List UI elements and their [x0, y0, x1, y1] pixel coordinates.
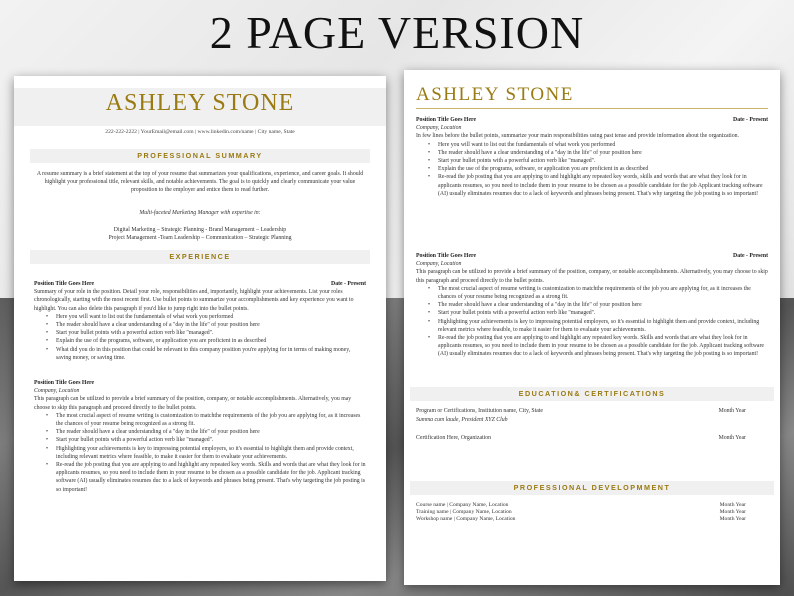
- professional-development-heading: PROFESSIONAL DEVELOPMMENT: [410, 481, 774, 495]
- resume-name: ASHLEY STONE: [416, 84, 574, 105]
- bullet-item: • Re-read the job posting that you are applying to and highlight any repeated key words. Skills and words that are what they look for in applicants resumes, so you need to include them in your resume to be chosen as a possible candidate for the job. Applicant tracking software (AI) usually eliminates resumes duc to a lack of keywords and phrases being present. That's why targeting the job posting is so important!: [34, 461, 366, 494]
- job-header: [34, 379, 366, 387]
- name-divider: [416, 108, 768, 109]
- resume-page-1: [14, 76, 386, 581]
- bullet-item: • Highlighting your achievements is key to impressing potential employers, so it's essential to highlight them and provide context, including relevant metrics where feasible, to make it easier for them to evaluate your achievements.: [416, 318, 768, 334]
- list-item: [416, 516, 746, 523]
- experience-heading: EXPERIENCE: [30, 250, 370, 264]
- bullet-item: • Re-read the job posting that you are applying to and highlight any repeated key words, skills and words that are what they look for in applicants resumes, so you need to include them in your resume to be chosen as a possible candidate for the job Applicant tracking software (AI) usually eliminates resumes duc to a lack of keywords and phrases being present. That's why targeting the job posting is so important!: [416, 173, 768, 198]
- job-description: This paragraph can be utilized to provide a brief summary of the position, company, or notable accomplishments. Alternatively, you may choose to skip this paragraph and proceed directly to the bullet points.: [34, 396, 352, 411]
- bullet-item: • The reader should have a clear understanding of a "day in the life" of your position here: [416, 149, 768, 157]
- bullet-item: • Explain the use of the programs, software, or application you are proficient in as described: [34, 337, 366, 345]
- course-text: Course name | Company Name, Location: [416, 502, 509, 508]
- job-description: Summary of your role in the position. Detail your role, responsibilities and, importantly, highlight your achievements. List your roles chronologically, starting with the most recent first. Use bullet points to summarize your accomplishments and key experience you want to highlight. You can also delete this paragraph if you'd like to jump right into the bullet points.: [34, 289, 354, 312]
- job-entry: [416, 252, 768, 359]
- list-item: [416, 502, 746, 509]
- education-date: Month Year: [718, 435, 746, 441]
- education-text: Program or Certifications, Institution name, City, State: [416, 408, 543, 414]
- bullet-item: • Explain the use of the programs, software, or application you are proficient in as described: [416, 165, 768, 173]
- bullet-item: • Highlighting your achievements is key to impressing potential employers, so it's essential to highlight them and provide context, including relevant metrics where feasible, to make it easier for them to evaluate your achievements.: [34, 445, 366, 461]
- resume-page-2: [404, 70, 780, 585]
- tagline: Multi-faceted Marketing Manager with expertise in:: [139, 210, 261, 216]
- job-entry: [34, 280, 366, 362]
- bullet-item: • The most crucial aspect of resume writing is customization to matchthe requirements of the job you are applying for, as it increases the chances of your resume being recognized as a strong fit.: [34, 412, 366, 428]
- course-date: Month Year: [719, 502, 746, 508]
- bullet-item: • Here you will want to list out the fundamentals of what work you performed: [416, 141, 768, 149]
- summary-heading: PROFESSIONAL SUMMARY: [30, 149, 370, 163]
- course-text: Workshop name | Company Name, Location: [416, 516, 516, 523]
- job-date: Date - Present: [733, 117, 768, 123]
- job-company: Company, Location: [416, 261, 462, 268]
- education-entry: [416, 435, 746, 441]
- job-company: Company, Location: [416, 125, 462, 132]
- job-title: Position Title Goes Here: [34, 380, 95, 386]
- education-honors: Summa cum laude, President XYZ Club: [416, 417, 508, 423]
- job-bullets: [416, 141, 768, 198]
- job-company: Company, Location: [34, 388, 80, 395]
- education-entry: [416, 408, 746, 414]
- bullet-item: • Re-read the job posting that you are applying to and highlight any repeated key words. Skills and words that are what they look for in applicants resumes, so you need to include them in your resume to be chosen as a possible candidate for the job. Applicant tracking software (AI) usually eliminates resumes duc to a lack of keywords and phrases being present. That's why targeting the job posting is so important!: [416, 334, 768, 359]
- job-header: [416, 116, 768, 124]
- job-description: In few lines before the bullet points, summarize your main responsibilities using past tense and provide information about the organization.: [416, 133, 739, 140]
- bullet-item: • Start your bullet points with a powerful action verb like "managed".: [416, 157, 768, 165]
- education-date: Month Year: [718, 408, 746, 414]
- job-title: Position Title Goes Here: [416, 117, 477, 123]
- skills-line: Digital Marketing – Strategic Planning - Brand Management – Leadership: [113, 227, 287, 233]
- education-heading: EDUCATION& CERTIFICATIONS: [410, 387, 774, 401]
- list-item: [416, 509, 746, 516]
- job-title: Position Title Goes Here: [34, 281, 95, 287]
- course-date: Month Year: [719, 509, 746, 516]
- course-text: Training name | Company Name, Location: [416, 509, 512, 516]
- job-bullets: [34, 412, 366, 494]
- job-entry: [416, 116, 768, 198]
- job-bullets: [416, 285, 768, 359]
- professional-development-list: [416, 502, 746, 524]
- job-bullets: [34, 313, 366, 362]
- job-date: Date - Present: [733, 253, 768, 259]
- education-text: Certification Here, Organization: [416, 435, 492, 441]
- bullet-item: • The reader should have a clear understanding of a "day in the life" of your position here: [34, 321, 366, 329]
- skills-block: [32, 226, 368, 242]
- job-header: [34, 280, 366, 288]
- banner-title: 2 PAGE VERSION: [209, 7, 585, 58]
- course-date: Month Year: [719, 516, 746, 523]
- job-header: [416, 252, 768, 260]
- bullet-item: • Here you will want to list out the fundamentals of what work you performed: [34, 313, 366, 321]
- bullet-item: • The most crucial aspect of resume writing is customization to matchthe requirements of the job you are applying for, as it increases the chances of your resume being recognized as a strong fit.: [416, 285, 768, 301]
- bullet-item: • The reader should have a clear understanding of a "day in the life" of your position here: [34, 428, 366, 436]
- bullet-item: • Start your bullet points with a powerful action verb like "managed".: [34, 436, 366, 444]
- summary-text: A resume summary is a brief statement at the top of your resume that summarizes your qualifications, experience, and career goals. It should highlight your professional title, relevant skills, and notable achievements. The goal is to quickly and clearly communicate your value proposition to the employer and entice them to read further.: [36, 171, 364, 194]
- bullet-item: • The reader should have a clear understanding of a "day in the life" of your position here: [416, 301, 768, 309]
- bullet-item: • Start your bullet points with a powerful action verb like "managed".: [34, 329, 366, 337]
- contact-line: 222-222-2222 | YourEmail@email.com | www.linkedin.com/name | City name, State: [105, 129, 295, 135]
- job-title: Position Title Goes Here: [416, 253, 477, 259]
- job-description: This paragraph can be utilized to provide a brief summary of the position, company, or notable accomplishments. Alternatively, you may choose to skip this paragraph and proceed directly to the bullet points.: [416, 269, 768, 284]
- skills-line: Project Management -Team Leadership – Communication – Strategic Planning: [108, 235, 292, 242]
- job-date: Date - Present: [331, 281, 366, 287]
- job-entry: [34, 379, 366, 494]
- bullet-item: • Start your bullet points with a powerful action verb like "managed".: [416, 309, 768, 317]
- bullet-item: • What did you do in this position that could be relevant to this company position you're applying for in terms of making money, saving money, or saving time.: [34, 346, 366, 362]
- resume-name: ASHLEY STONE: [105, 90, 295, 116]
